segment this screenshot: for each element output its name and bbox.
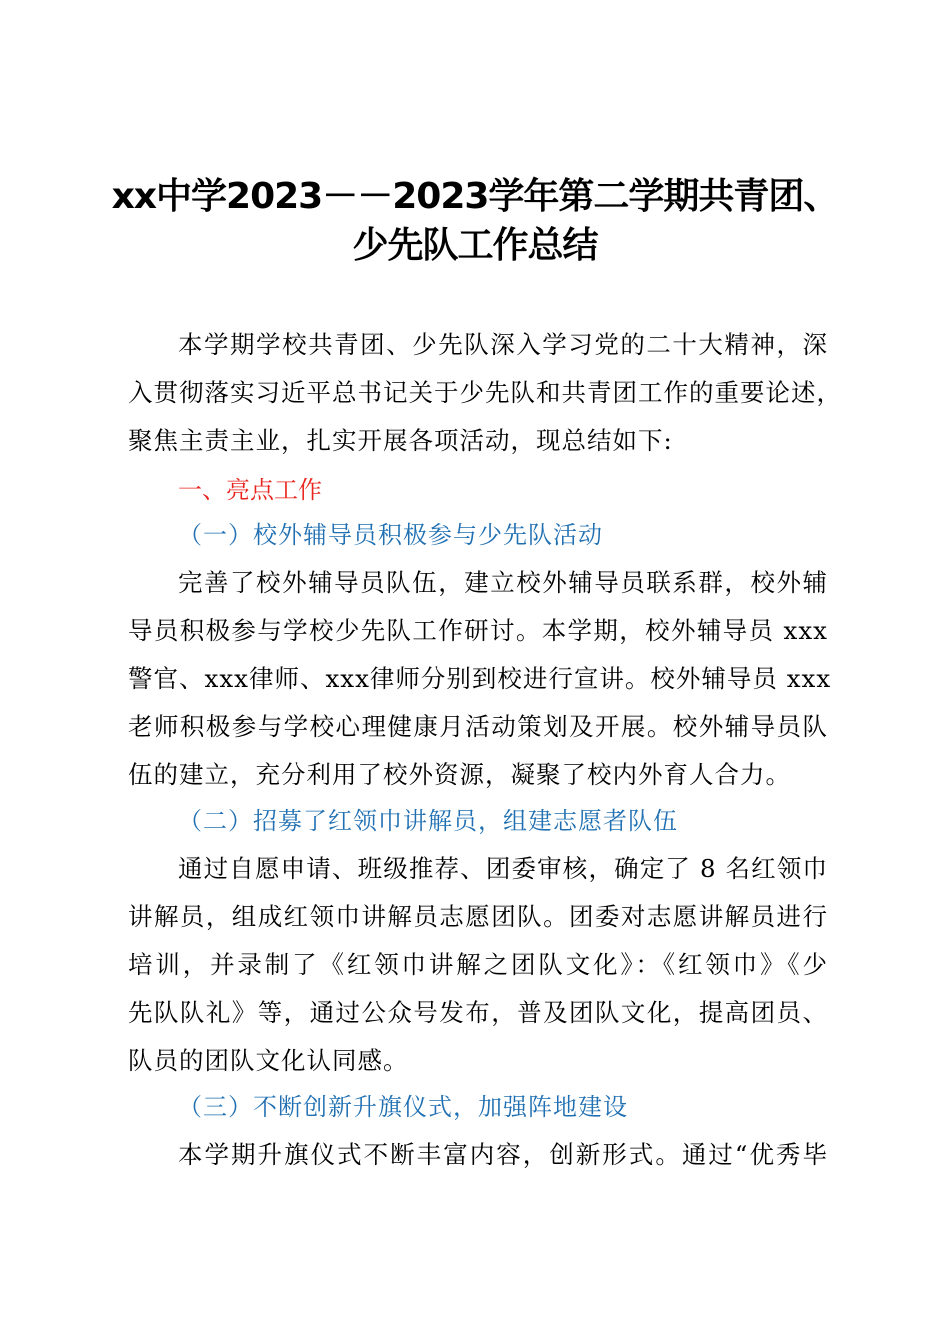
subsection-heading-2: （二）招募了红领巾讲解员，组建志愿者队伍 xyxy=(178,807,678,835)
subsection-heading-1: （一）校外辅导员积极参与少先队活动 xyxy=(178,521,603,549)
sub3-line-1: 本学期升旗仪式不断丰富内容，创新形式。通过“优秀毕 xyxy=(178,1140,828,1169)
sub2-line-1: 通过自愿申请、班级推荐、团委审核，确定了 8 名红领巾 xyxy=(178,854,828,883)
sub1-line-1: 完善了校外辅导员队伍，建立校外辅导员联系群，校外辅 xyxy=(178,568,828,597)
sub1-line-2: 导员积极参与学校少先队工作研讨。本学期，校外辅导员 xxx xyxy=(128,616,828,645)
sub1-line-5: 伍的建立，充分利用了校外资源，凝聚了校内外育人合力。 xyxy=(128,760,791,789)
sub2-line-3: 培训，并录制了《红领巾讲解之团队文化》：《红领巾》《少 xyxy=(128,950,828,979)
subsection-heading-3: （三）不断创新升旗仪式，加强阵地建设 xyxy=(178,1093,628,1121)
intro-line-3: 聚焦主责主业，扎实开展各项活动，现总结如下: xyxy=(128,426,673,455)
sub2-line-2: 讲解员，组成红领巾讲解员志愿团队。团委对志愿讲解员进行 xyxy=(128,902,828,931)
intro-line-2: 入贯彻落实习近平总书记关于少先队和共青团工作的重要论述， xyxy=(128,378,842,407)
intro-line-1: 本学期学校共青团、少先队深入学习党的二十大精神，深 xyxy=(178,330,828,359)
sub1-line-3: 警官、xxx律师、xxx律师分别到校进行宣讲。校外辅导员 xxx xyxy=(128,664,832,693)
sub2-line-5: 队员的团队文化认同感。 xyxy=(128,1046,409,1075)
section-heading-highlights: 一、亮点工作 xyxy=(178,476,322,504)
sub2-line-4: 先队队礼》等，通过公众号发布，普及团队文化，提高团员、 xyxy=(128,998,828,1027)
document-title-line-1: xx中学2023－－2023学年第二学期共青团、 xyxy=(111,176,839,217)
document-title-line-2: 少先队工作总结 xyxy=(352,225,598,266)
sub1-line-4: 老师积极参与学校心理健康月活动策划及开展。校外辅导员队 xyxy=(128,712,828,741)
